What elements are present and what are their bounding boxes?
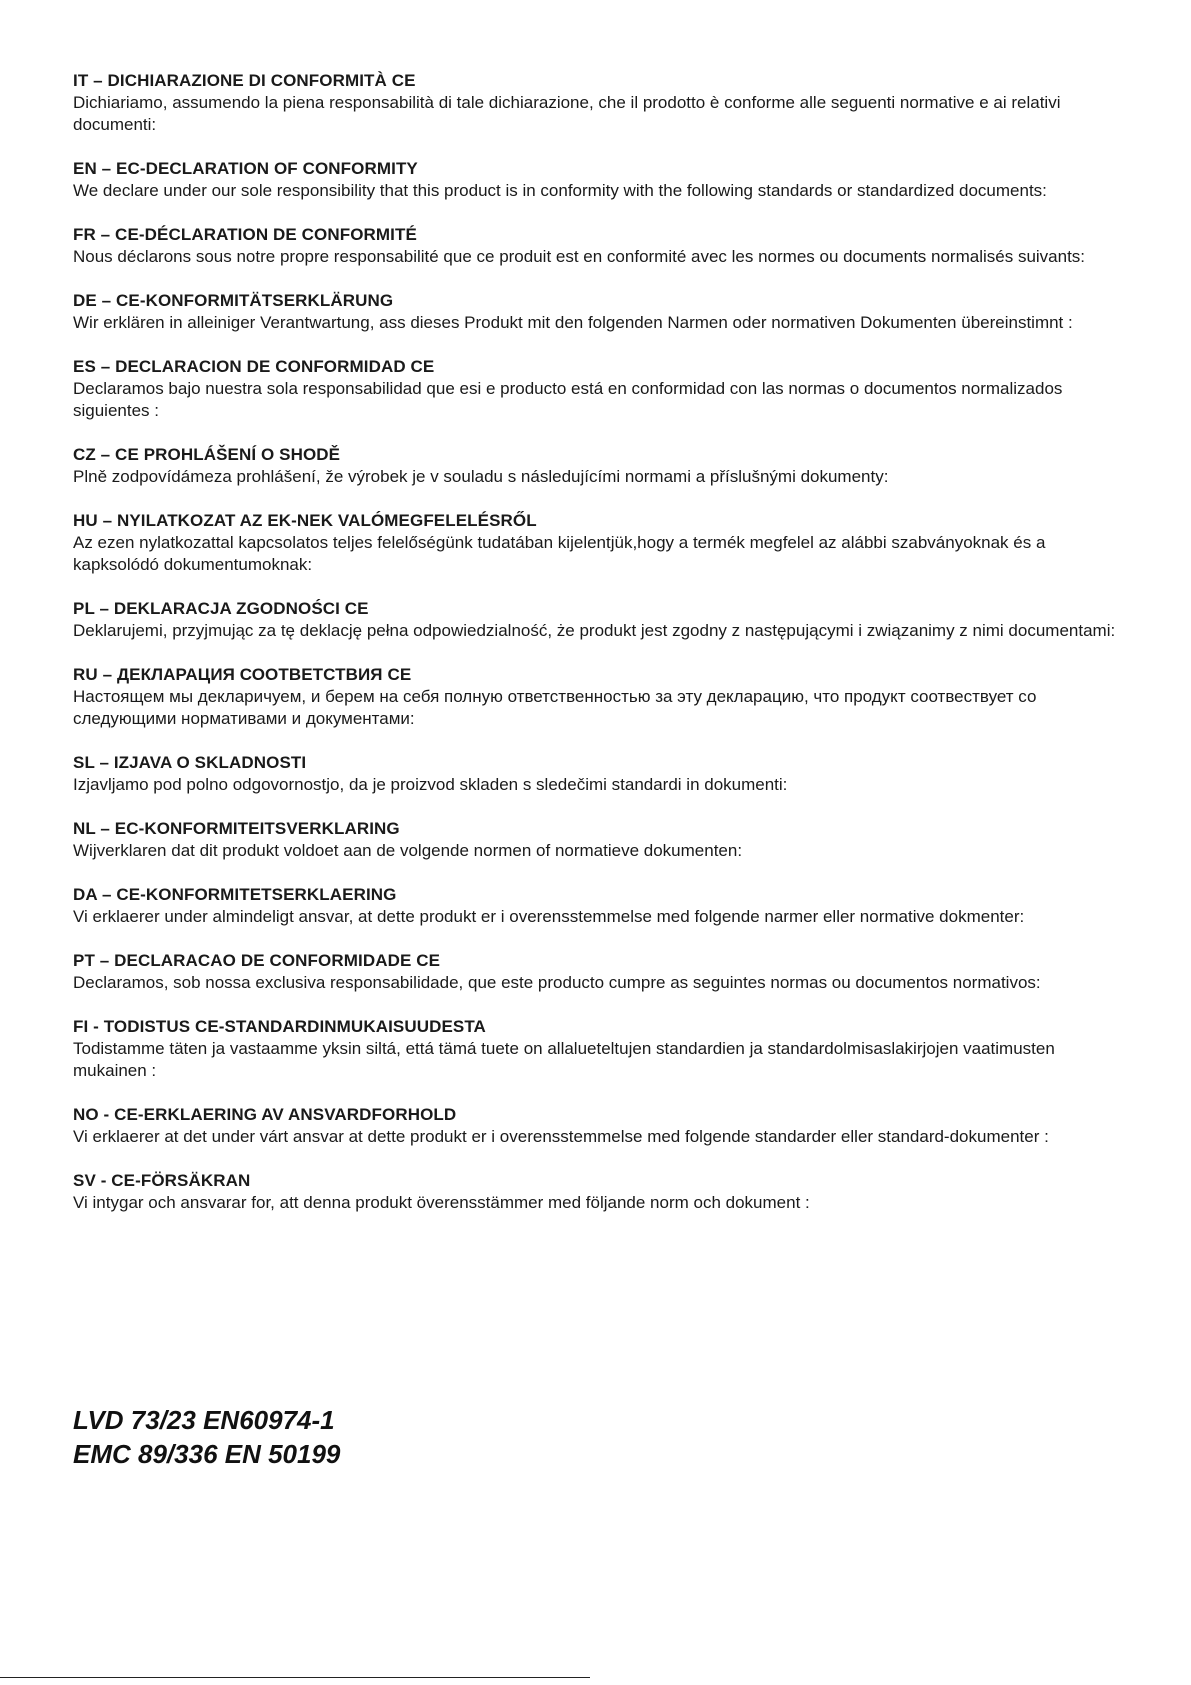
section-heading: ES – DECLARACION DE CONFORMIDAD CE (73, 357, 435, 376)
section-it (73, 70, 1123, 136)
section-da (73, 884, 1123, 928)
section-es (73, 356, 1123, 422)
section-text: Nous déclarons sous notre propre responsabilité que ce produit est en conformité avec les normes ou documents normalisés suivants: (73, 247, 1086, 266)
section-text: Vi erklaerer under almindeligt ansvar, at dette produkt er i overensstemmelse med folgende narmer eller normative dokmenter: (73, 907, 1025, 926)
section-de (73, 290, 1123, 334)
section-heading: FI - TODISTUS CE-STANDARDINMUKAISUUDESTA (73, 1017, 486, 1036)
standard-lvd: LVD 73/23 EN60974-1 (73, 1405, 335, 1435)
section-text: Настоящем мы декларичуем, и берем на себя полную ответственностью за эту декларацию, что продукт соотвествует со следующими нормативами и документами: (73, 687, 1037, 728)
section-pl (73, 598, 1123, 642)
section-text: Dichiariamo, assumendo la piena responsabilità di tale dichiarazione, che il prodotto è conforme alle seguenti normative e ai relativi documenti: (73, 93, 1061, 134)
section-heading: PT – DECLARACAO DE CONFORMIDADE CE (73, 951, 441, 970)
section-heading: FR – CE-DÉCLARATION DE CONFORMITÉ (73, 225, 417, 244)
section-heading: PL – DEKLARACJA ZGODNOŚCI CE (73, 599, 369, 618)
section-heading: HU – NYILATKOZAT AZ EK-NEK VALÓMEGFELELÉSRŐL (73, 511, 537, 530)
section-text: Wir erklären in alleiniger Verantwartung, ass dieses Produkt mit den folgenden Narmen oder normativen Dokumenten übereinstimnt : (73, 313, 1073, 332)
section-text: We declare under our sole responsibility that this product is in conformity with the following standards or standardized documents: (73, 181, 1047, 200)
section-nl (73, 818, 1123, 862)
section-fr (73, 224, 1123, 268)
section-cz (73, 444, 1123, 488)
section-sv (73, 1170, 1123, 1214)
section-heading: NO - CE-ERKLAERING AV ANSVARDFORHOLD (73, 1105, 457, 1124)
section-text: Vi erklaerer at det under várt ansvar at dette produkt er i overensstemmelse med folgende standarder eller standard-dokumenter : (73, 1127, 1049, 1146)
section-text: Declaramos bajo nuestra sola responsabilidad que esi e producto está en conformidad con las normas o documentos normalizados siguientes : (73, 379, 1063, 420)
section-text: Todistamme täten ja vastaamme yksin siltá, ettá tämá tuete on allalueteltujen standardien ja standardolmisaslakirjojen vaatimusten mukainen : (73, 1039, 1055, 1080)
section-text: Az ezen nylatkozattal kapcsolatos teljes felelőségünk tudatában kijelentjük,hogy a termék megfelel az alábbi szabványoknak és a kapksolódó dokumentumoknak: (73, 533, 1046, 574)
section-heading: DE – CE-KONFORMITÄTSERKLÄRUNG (73, 291, 394, 310)
section-no (73, 1104, 1123, 1148)
section-heading: RU – ДЕКЛАРАЦИЯ СООТВЕТСТВИЯ СЕ (73, 665, 412, 684)
section-sl (73, 752, 1123, 796)
section-text: Deklarujemi, przyjmując za tę deklację pełna odpowiedzialność, że produkt jest zgodny z następującymi i związanimy z nimi documentami: (73, 621, 1116, 640)
section-text: Declaramos, sob nossa exclusiva responsabilidade, que este producto cumpre as seguintes normas ou documentos normativos: (73, 973, 1041, 992)
section-pt (73, 950, 1123, 994)
section-heading: SV - CE-FÖRSÄKRAN (73, 1171, 251, 1190)
standard-emc: EMC 89/336 EN 50199 (73, 1439, 341, 1469)
section-heading: NL – EC-KONFORMITEITSVERKLARING (73, 819, 400, 838)
section-text: Wijverklaren dat dit produkt voldoet aan de volgende normen of normatieve dokumenten: (73, 841, 743, 860)
section-text: Plně zodpovídámeza prohlášení, že výrobek je v souladu s následujícími normami a příslušnými dokumenty: (73, 467, 889, 486)
section-ru (73, 664, 1123, 730)
section-text: Izjavljamo pod polno odgovornostjo, da je proizvod skladen s sledečimi standardi in dokumenti: (73, 775, 788, 794)
section-heading: EN – EC-DECLARATION OF CONFORMITY (73, 159, 418, 178)
footer-divider (0, 1677, 590, 1678)
section-fi (73, 1016, 1123, 1082)
section-heading: SL – IZJAVA O SKLADNOSTI (73, 753, 307, 772)
section-en (73, 158, 1123, 202)
section-text: Vi intygar och ansvarar for, att denna produkt överensstämmer med följande norm och dokument : (73, 1193, 810, 1212)
section-hu (73, 510, 1123, 576)
section-heading: IT – DICHIARAZIONE DI CONFORMITÀ CE (73, 71, 416, 90)
section-heading: DA – CE-KONFORMITETSERKLAERING (73, 885, 397, 904)
declaration-sections (73, 70, 1123, 1236)
section-heading: CZ – CE PROHLÁŠENÍ O SHODĚ (73, 445, 341, 464)
standards-block (73, 1403, 340, 1471)
